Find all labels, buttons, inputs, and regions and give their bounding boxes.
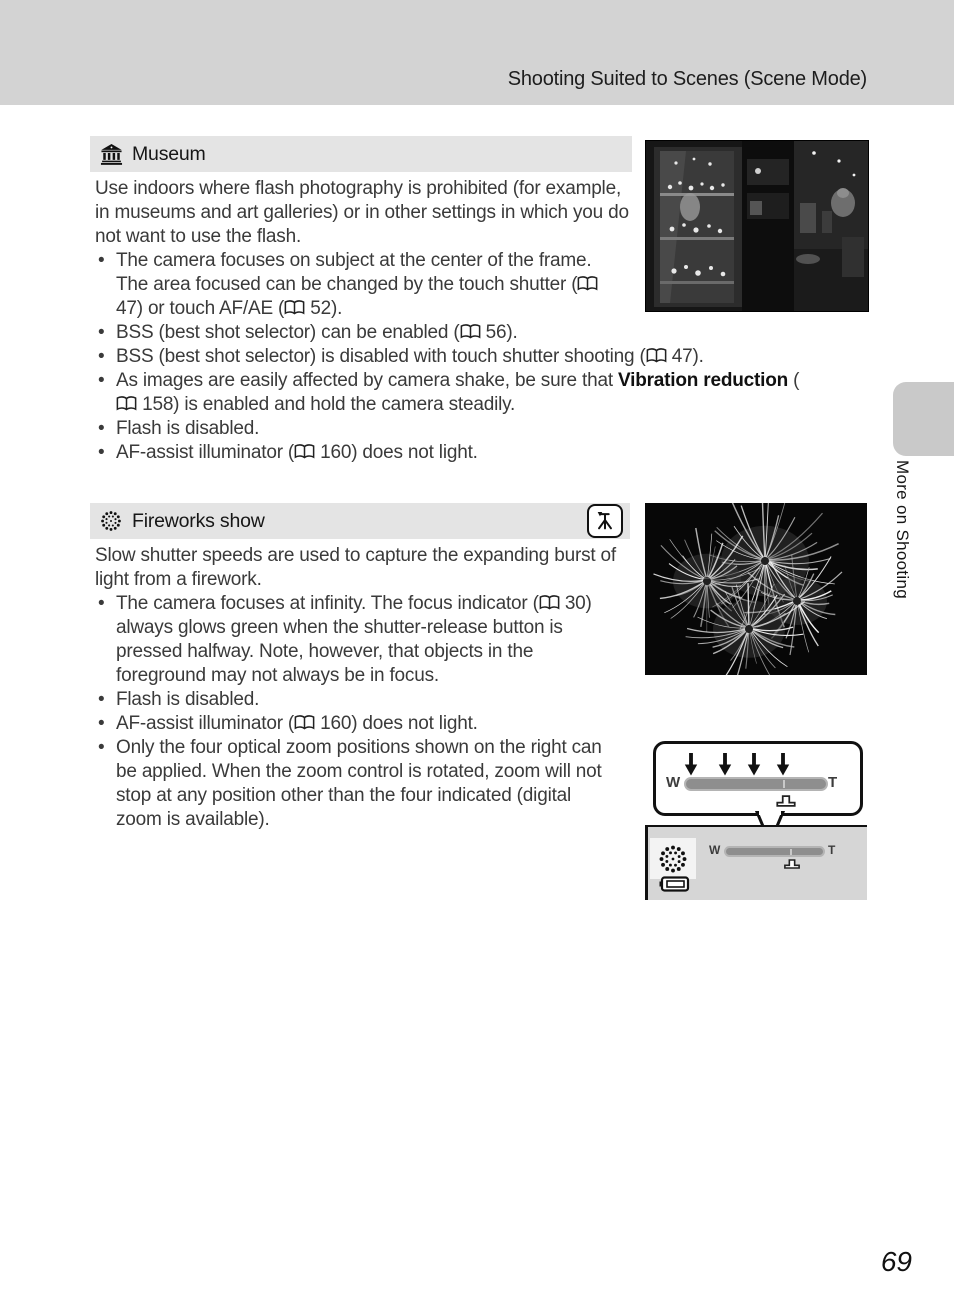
battery-icon — [659, 875, 690, 893]
bullet-item: • Flash is disabled. — [95, 688, 615, 712]
tripod-recommended-badge — [587, 504, 623, 538]
zoom-bar-tick — [783, 780, 785, 788]
fireworks-photo — [645, 503, 867, 675]
tele-zoom-label: T — [828, 774, 838, 791]
page-reference-book-icon — [294, 444, 315, 460]
fireworks-mode-icon — [658, 844, 688, 874]
chapter-tab — [893, 382, 954, 456]
camera-screen-mock — [645, 825, 867, 900]
bullet-item: • BSS (best shot selector) can be enabled ( 56). — [95, 321, 810, 345]
page-reference-book-icon — [539, 595, 560, 611]
fireworks-section-header — [90, 503, 630, 539]
chapter-label-vertical: More on Shooting — [893, 460, 912, 599]
bullet-item: • As images are easily affected by camera shake, be sure that Vibration reduction ( 158) is enabled and hold the camera steadily. — [95, 369, 810, 417]
wide-zoom-label: W — [709, 843, 721, 857]
zoom-position-arrow-icon — [776, 753, 790, 776]
fireworks-section-title: Fireworks show — [132, 509, 265, 532]
bullet-item: • Flash is disabled. — [95, 417, 810, 441]
zoom-positions-callout — [653, 741, 863, 816]
screen-zoom-bar — [724, 846, 825, 857]
page-reference-book-icon — [646, 348, 667, 364]
zoom-position-arrow-icon — [747, 753, 761, 776]
page-reference-book-icon — [116, 396, 137, 412]
wide-zoom-label: W — [666, 774, 681, 791]
page-reference-book-icon — [284, 300, 305, 316]
museum-section-title: Museum — [132, 142, 206, 165]
page-reference-book-icon — [460, 324, 481, 340]
museum-section-header — [90, 136, 632, 172]
zoom-position-marker-icon — [776, 795, 796, 807]
bullet-item: • BSS (best shot selector) is disabled with touch shutter shooting ( 47). — [95, 345, 810, 369]
page-number: 69 — [880, 1246, 912, 1277]
tele-zoom-label: T — [828, 843, 836, 857]
tripod-icon — [594, 510, 616, 532]
bullet-item: • AF-assist illuminator ( 160) does not light. — [95, 441, 810, 465]
museum-intro-text: Use indoors where flash photography is prohibited (for example, in museums and art galleries) or in other settings in which you do not want to use the flash. — [95, 178, 629, 247]
page-reference-book-icon — [294, 715, 315, 731]
zoom-bar — [684, 777, 828, 791]
museum-photo — [645, 140, 869, 312]
scene-mode-box — [650, 838, 696, 879]
fireworks-bullet-list — [95, 592, 615, 832]
museum-icon — [99, 142, 123, 166]
bullet-item: • Only the four optical zoom positions shown on the right can be applied. When the zoom control is rotated, zoom will not stop at any position other than the four indicated (digital zoom is available). — [95, 736, 615, 832]
zoom-position-arrow-icon — [718, 753, 732, 776]
zoom-bar-tick — [790, 849, 792, 855]
bullet-item: • AF-assist illuminator ( 160) does not light. — [95, 712, 615, 736]
bullet-item: • The camera focuses at infinity. The focus indicator ( 30) always glows green when the shutter-release button is pressed halfway. Note, however, that objects in the foreground may not always be in focus. — [95, 592, 615, 688]
zoom-position-arrow-icon — [684, 753, 698, 776]
bullet-item: • The camera focuses on subject at the center of the frame. The area focused can be changed by the touch shutter ( 47) or touch AF/AE ( 52). — [95, 249, 621, 321]
page-header-banner — [0, 0, 954, 105]
fireworks-intro-text: Slow shutter speeds are used to capture the expanding burst of light from a firework. — [95, 545, 616, 590]
page-reference-book-icon — [577, 276, 598, 292]
zoom-position-marker-icon — [784, 859, 800, 869]
running-header-title: Shooting Suited to Scenes (Scene Mode) — [507, 68, 867, 90]
fireworks-icon — [99, 509, 123, 533]
